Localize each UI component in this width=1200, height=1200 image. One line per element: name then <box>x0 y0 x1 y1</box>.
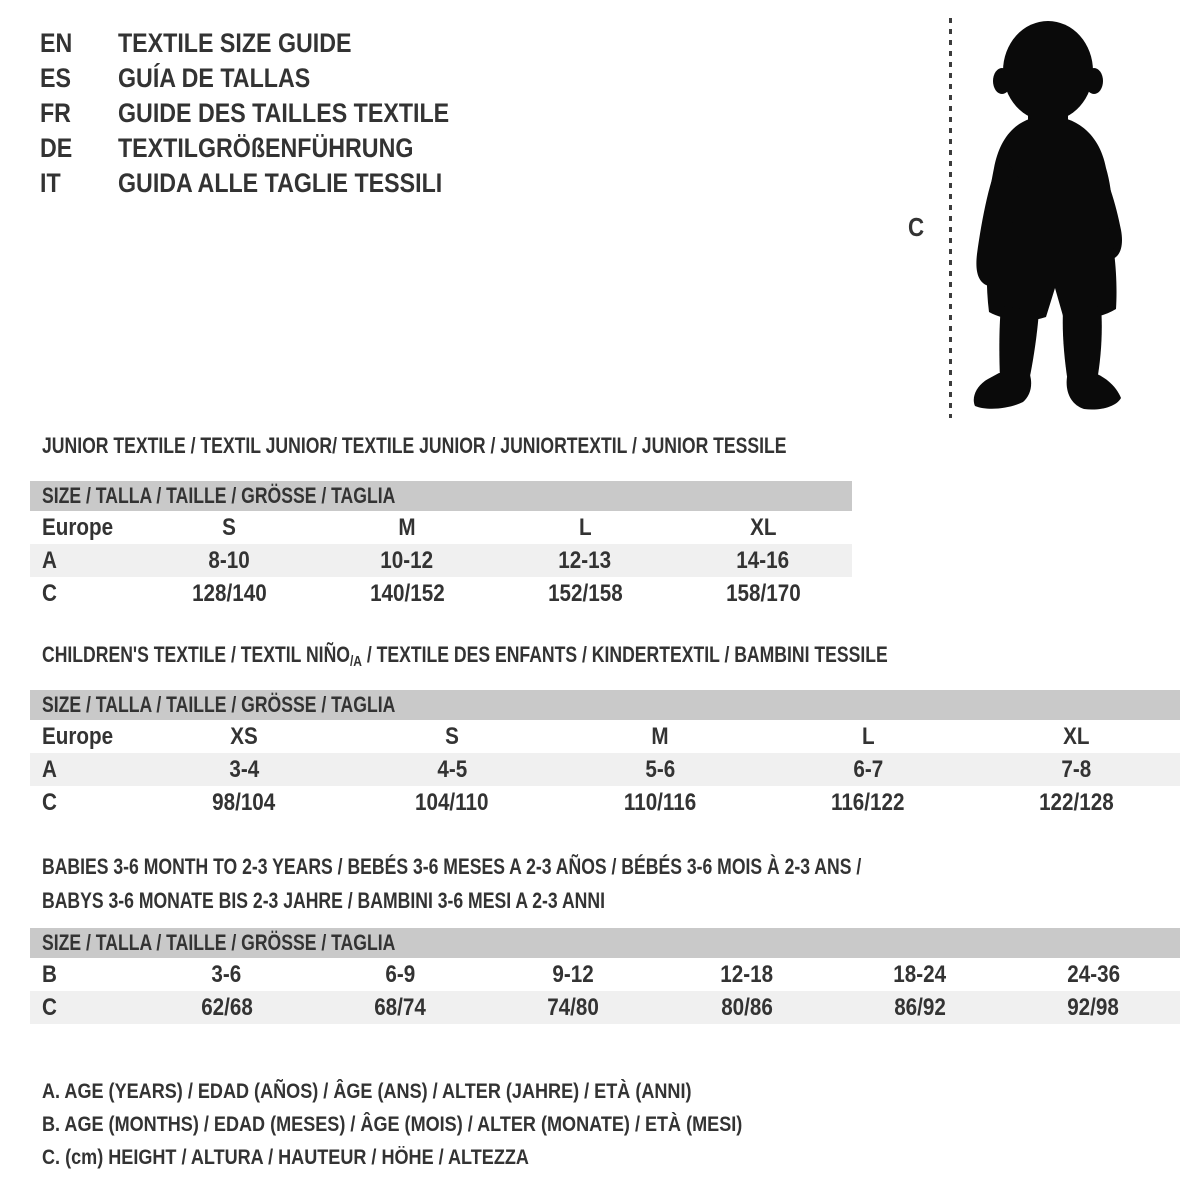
row-label: C <box>42 993 57 1021</box>
legend-line-b: B. AGE (MONTHS) / EDAD (MESES) / ÂGE (MOIS) / ALTER (MONATE) / ETÀ (MESI) <box>42 1112 743 1136</box>
size-cell: S <box>222 513 236 541</box>
size-cell: S <box>445 722 459 750</box>
table-row-height <box>30 991 1180 1024</box>
height-cell: 86/92 <box>894 993 946 1021</box>
lang-code: ES <box>40 63 71 93</box>
babies-section-heading: BABIES 3-6 MONTH TO 2-3 YEARS / BEBÉS 3-6 MESES A 2-3 AÑOS / BÉBÉS 3-6 MOIS À 2-3 ANS / BABYS 3-6 MONATE BIS 2-3 JAHRE / BAMBINI 3-6 MESI A 2-3 ANNI <box>42 854 862 913</box>
lang-title: GUÍA DE TALLAS <box>118 63 311 93</box>
row-label: Europe <box>42 722 114 750</box>
children-section-heading: CHILDREN'S TEXTILE / TEXTIL $NIÑO_{/A}$ / TEXTILE DES ENFANTS / KINDERTEXTIL / BAMBINI TESSILE <box>42 642 888 670</box>
height-c-label: C <box>908 212 925 242</box>
table-row-height <box>30 577 852 610</box>
row-label: B <box>42 960 57 988</box>
table-row-height <box>30 786 1180 819</box>
lang-row-en <box>40 26 503 61</box>
height-cell: 116/122 <box>831 788 905 816</box>
row-label: A <box>42 755 57 783</box>
lang-title: GUIDE DES TAILLES TEXTILE <box>118 98 450 128</box>
age-cell: 7-8 <box>1061 755 1091 783</box>
table-row-europe <box>30 720 1180 753</box>
row-label: C <box>42 579 57 607</box>
months-cell: 6-9 <box>385 960 415 988</box>
lang-row-it <box>40 166 503 201</box>
lang-title: GUIDA ALLE TAGLIE TESSILI <box>118 168 443 198</box>
table-row-age <box>30 544 852 577</box>
language-title-list <box>40 26 503 201</box>
row-label: Europe <box>42 513 114 541</box>
height-cell: 74/80 <box>547 993 600 1021</box>
months-cell: 12-18 <box>720 960 774 988</box>
lang-row-es <box>40 61 503 96</box>
size-cell: M <box>651 722 669 750</box>
size-header-bar: SIZE / TALLA / TAILLE / GRÖSSE / TAGLIA <box>30 690 1180 720</box>
height-cell: 128/140 <box>191 579 267 607</box>
babies-size-table <box>30 928 1180 1024</box>
lang-code: FR <box>40 98 71 128</box>
height-cell: 98/104 <box>212 788 276 816</box>
height-cell: 152/158 <box>547 579 623 607</box>
nino-a-subscript: /A <box>349 653 362 670</box>
lang-code: EN <box>40 28 73 58</box>
age-cell: 5-6 <box>645 755 675 783</box>
size-header-bar: SIZE / TALLA / TAILLE / GRÖSSE / TAGLIA <box>30 481 852 511</box>
age-cell: 3-4 <box>229 755 259 783</box>
height-cell: 104/110 <box>415 788 489 816</box>
age-cell: 8-10 <box>208 546 250 574</box>
junior-size-table <box>30 481 852 610</box>
legend <box>42 1075 856 1174</box>
table-row-months <box>30 958 1180 991</box>
height-cell: 92/98 <box>1067 993 1120 1021</box>
age-cell: 10-12 <box>380 546 434 574</box>
height-cell: 80/86 <box>720 993 773 1021</box>
months-cell: 3-6 <box>211 960 242 988</box>
age-cell: 6-7 <box>853 755 883 783</box>
children-size-table <box>30 690 1180 819</box>
lang-code: IT <box>40 168 61 198</box>
height-measure-line <box>949 18 952 418</box>
height-cell: 62/68 <box>200 993 253 1021</box>
size-cell: L <box>861 722 875 750</box>
size-cell: L <box>578 513 592 541</box>
height-cell: 122/128 <box>1038 788 1114 816</box>
row-label: A <box>42 546 57 574</box>
age-cell: 14-16 <box>736 546 790 574</box>
size-cell: XL <box>1062 722 1090 750</box>
row-label: C <box>42 788 57 816</box>
lang-title: TEXTILGRÖßENFÜHRUNG <box>118 133 414 163</box>
table-row-europe <box>30 511 852 544</box>
lang-row-de <box>40 131 503 166</box>
height-cell: 110/116 <box>623 788 697 816</box>
baby-silhouette-icon <box>960 16 1140 420</box>
months-cell: 24-36 <box>1066 960 1120 988</box>
age-cell: 4-5 <box>437 755 467 783</box>
legend-line-c: C. (cm) HEIGHT / ALTURA / HAUTEUR / HÖHE / ALTEZZA <box>42 1145 529 1169</box>
height-cell: 140/152 <box>369 579 445 607</box>
junior-section-heading: JUNIOR TEXTILE / TEXTIL JUNIOR/ TEXTILE JUNIOR / JUNIORTEXTIL / JUNIOR TESSILE <box>42 433 787 458</box>
size-cell: XL <box>749 513 777 541</box>
legend-line-a: A. AGE (YEARS) / EDAD (AÑOS) / ÂGE (ANS) / ALTER (JAHRE) / ETÀ (ANNI) <box>42 1079 692 1103</box>
lang-row-fr <box>40 96 503 131</box>
months-cell: 18-24 <box>893 960 947 988</box>
size-cell: XS <box>230 722 258 750</box>
height-cell: 68/74 <box>374 993 426 1021</box>
size-cell: M <box>398 513 416 541</box>
age-cell: 12-13 <box>558 546 612 574</box>
size-header-bar: SIZE / TALLA / TAILLE / GRÖSSE / TAGLIA <box>30 928 1180 958</box>
months-cell: 9-12 <box>552 960 594 988</box>
lang-code: DE <box>40 133 73 163</box>
baby-figure <box>900 14 1160 426</box>
table-row-age <box>30 753 1180 786</box>
height-cell: 158/170 <box>725 579 801 607</box>
lang-title: TEXTILE SIZE GUIDE <box>118 28 352 58</box>
